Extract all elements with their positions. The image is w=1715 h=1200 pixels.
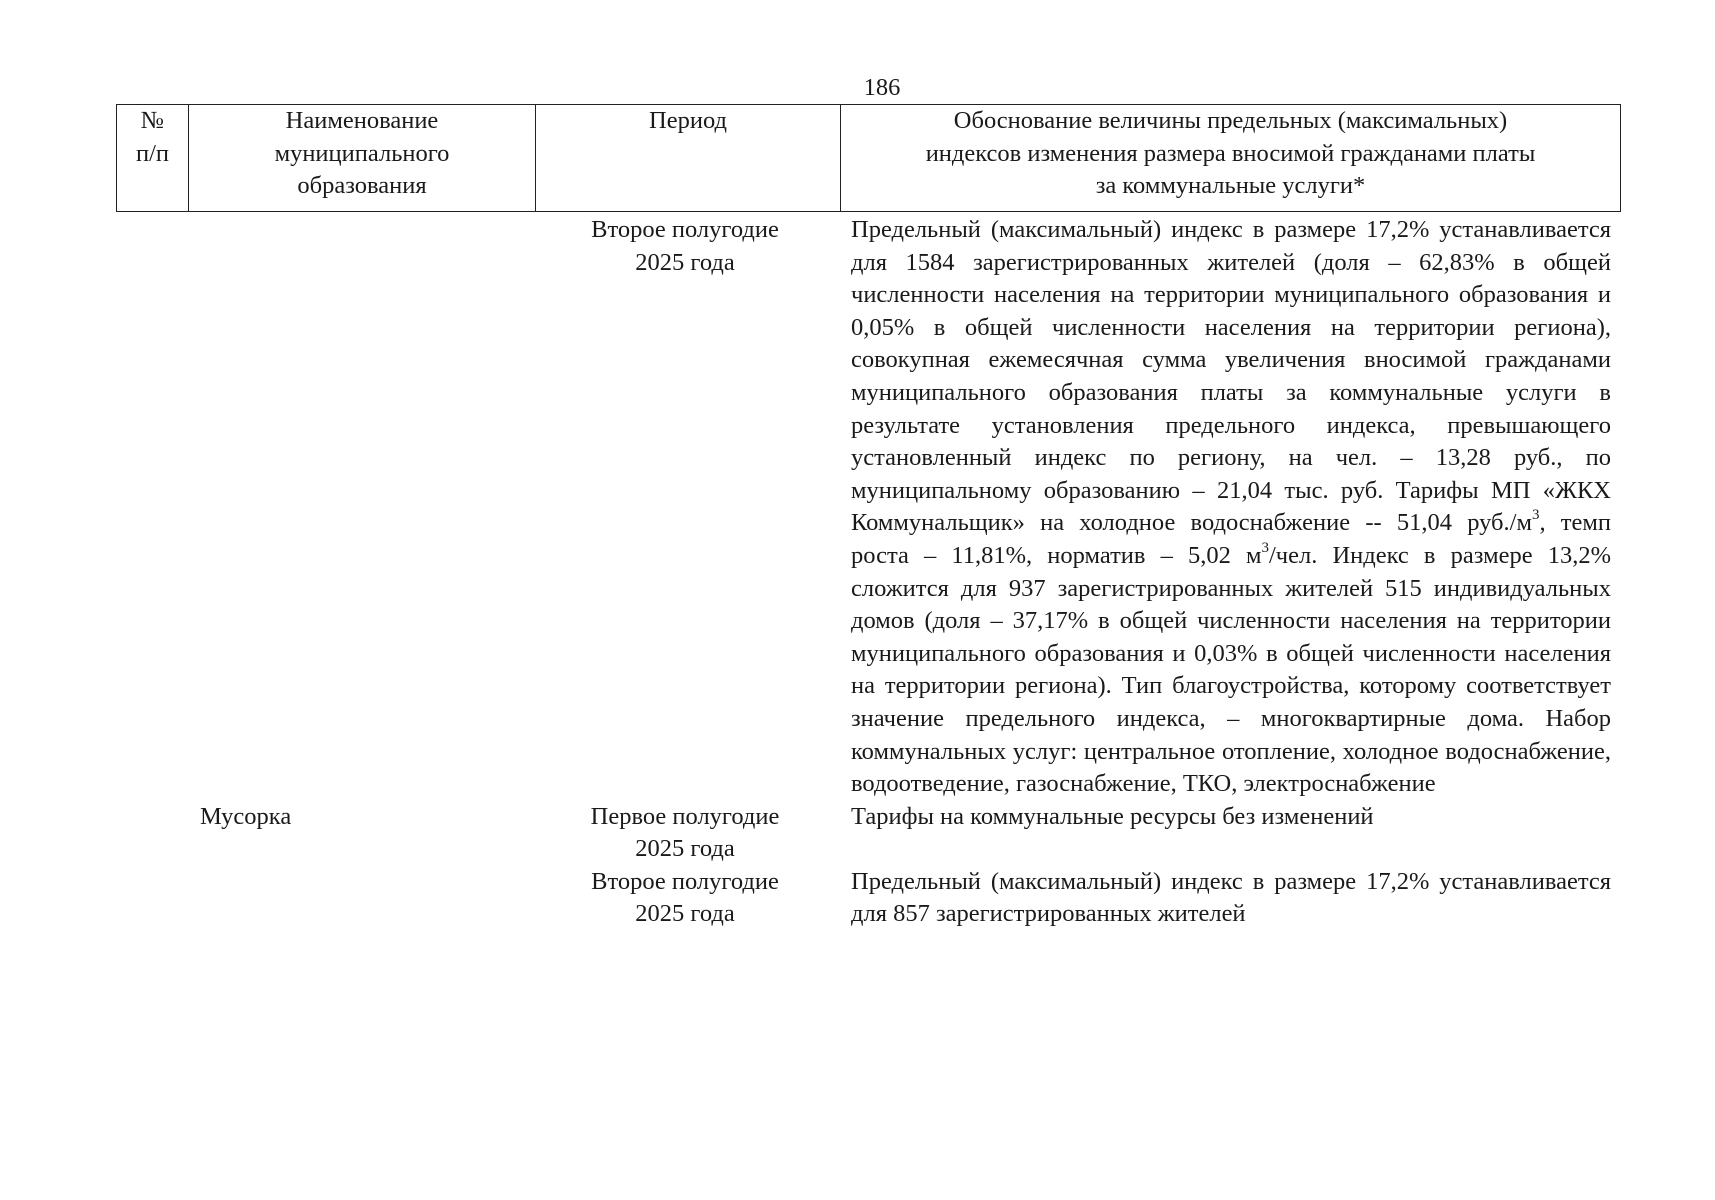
header-basis-label: Обоснование величины предельных (максимальных) [953,107,1508,134]
period-label: Второе полугодие [591,216,779,243]
table-row [0,866,1715,931]
superscript: 3 [1531,507,1540,524]
header-name-label: муниципального [274,139,450,167]
table-header [116,104,1621,212]
header-basis-label: индексов изменения размера вносимой гражданами платы [925,139,1536,167]
header-number-label: № [140,107,165,134]
header-number-cell [117,105,188,211]
period-cell [560,214,810,279]
basis-cell [851,801,1611,834]
header-period-label: Период [649,107,727,134]
period-year: 2025 года [635,248,735,276]
basis-cell [851,214,1611,801]
table-row [0,214,1715,801]
basis-text: Предельный (максимальный) индекс в размере 17,2% устанавливается для 1584 зарегистрированных жителей (доля – 62,83% в общей численности населения на территории муниципального образования и 0,05% в общей численности населения на территории региона), совокупная ежемесячная сумма увеличения вносимой гражданами муниципального образования платы за коммунальные услуги в результате установления предельного индекса, превышающего установленный индекс по региону, на чел. – 13,28 руб., по муниципальному образованию – 21,04 тыс. руб. Тарифы МП «ЖКХ Коммунальщик» на холодное водоснабжение -- 51,04 руб./м [851,216,1611,537]
basis-text: Предельный (максимальный) индекс в размере 17,2% устанавливается для 857 зарегистрированных жителей [851,867,1611,928]
superscript: 3 [1261,539,1269,556]
header-basis-label: за коммунальные услуги* [1095,172,1366,200]
period-label: Первое полугодие [590,802,780,830]
page-number: 186 [863,74,901,101]
header-period-cell [535,105,840,211]
period-year: 2025 года [635,900,735,928]
basis-text: Тарифы на коммунальные ресурсы без изменений [851,802,1374,830]
header-name-cell [188,105,535,211]
header-name-label: образования [297,172,427,200]
table-row [0,801,1715,866]
period-year: 2025 года [635,835,735,863]
period-label: Второе полугодие [591,867,779,895]
basis-text: , темп роста – 11,81%, норматив – 5,02 м [851,509,1611,569]
period-cell [560,801,810,866]
period-cell [560,866,810,931]
basis-cell [851,866,1611,931]
header-name-label: Наименование [285,107,439,134]
municipality-name: Мусорка [200,802,292,830]
header-number-label: п/п [135,139,170,167]
header-basis-cell [840,105,1620,211]
table-body [0,214,1715,931]
basis-text: /чел. Индекс в размере 13,2% сложится для 937 зарегистрированных жителей 515 индивидуальных домов (доля – 37,17% в общей численности населения на территории муниципального образования и 0,03% в общей численности населения на территории региона). Тип благоустройства, которому соответствует значение предельного индекса, – многоквартирные дома. Набор коммунальных услуг: центральное отопление, холодное водоснабжение, водоотведение, газоснабжение, ТКО, электроснабжение [851,541,1611,798]
